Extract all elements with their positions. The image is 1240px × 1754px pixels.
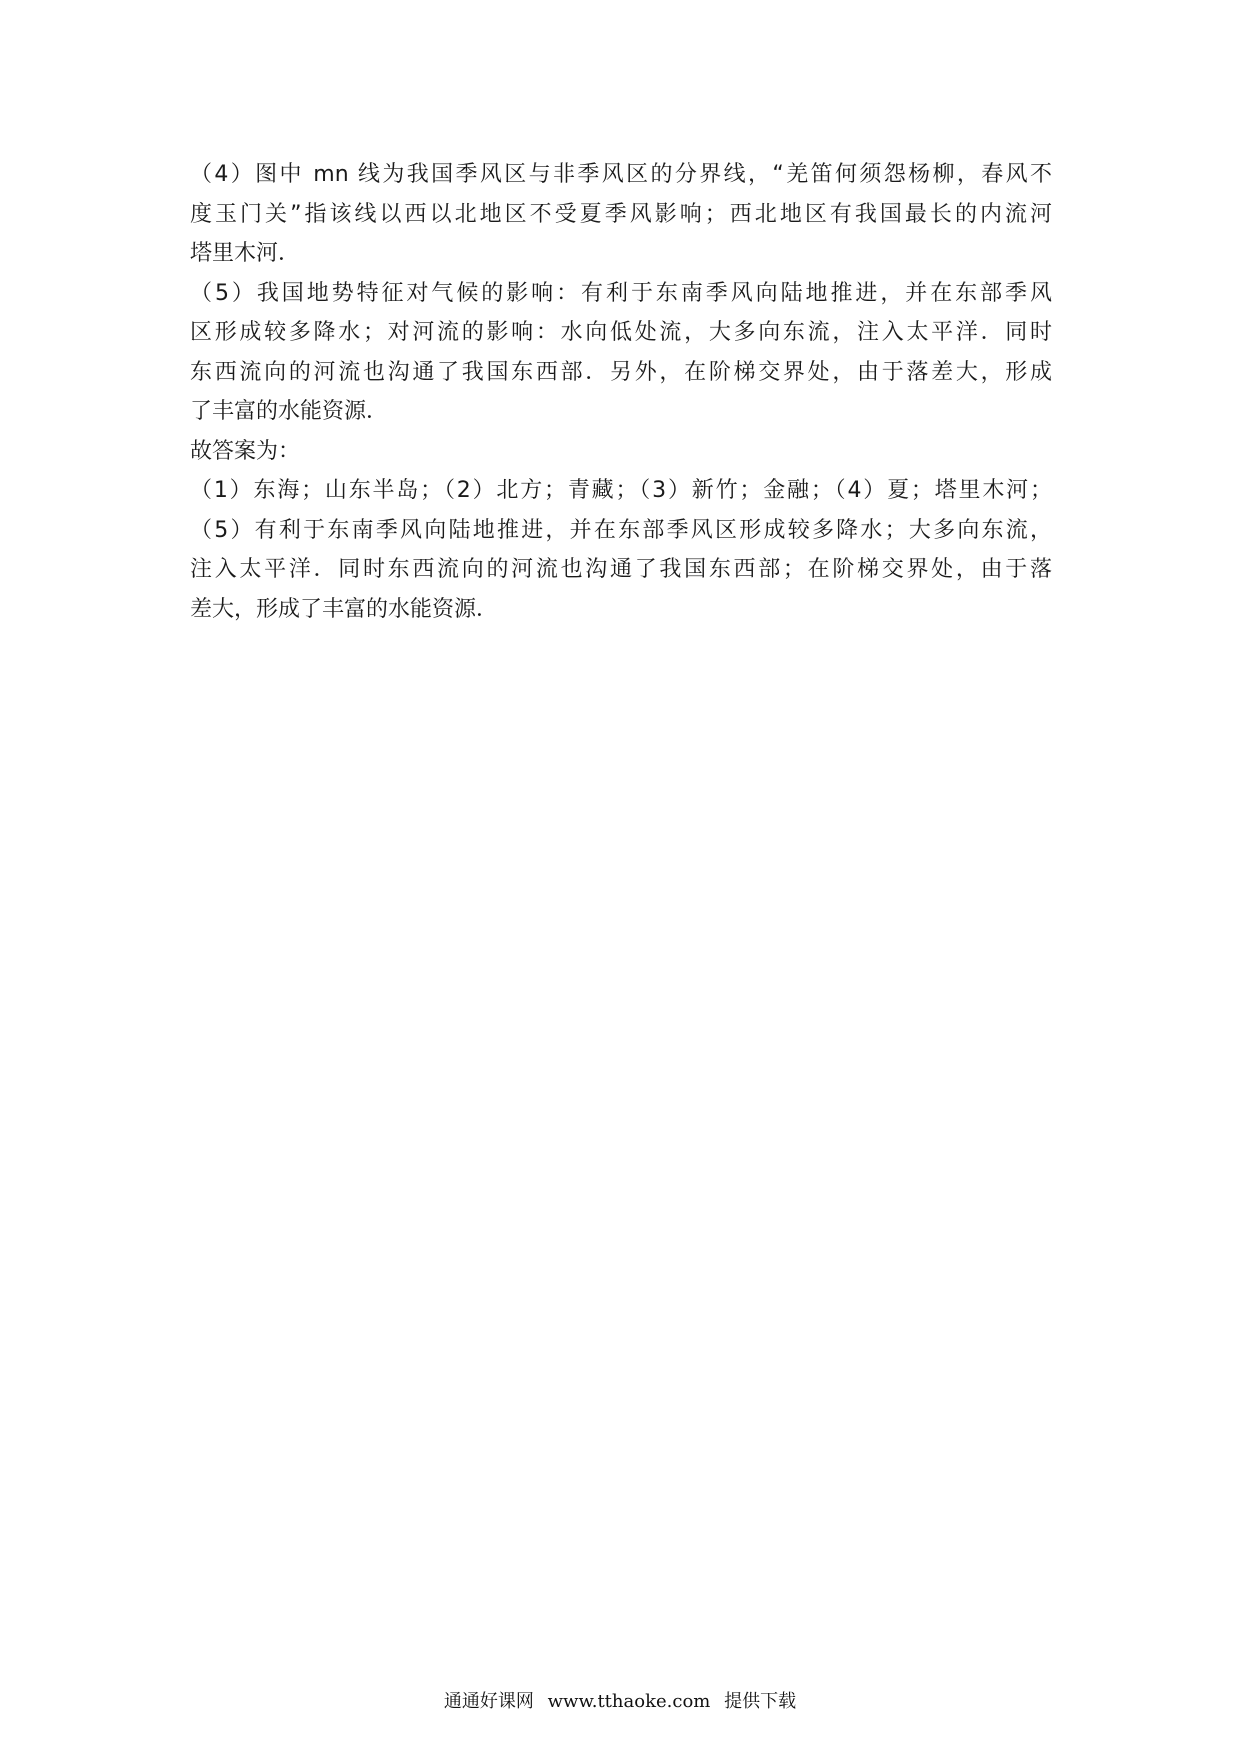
paragraph-answer-4 <box>190 155 1052 274</box>
paragraph-answer-5 <box>190 274 1052 432</box>
text-line: 差大，形成了丰富的水能资源． <box>190 596 499 622</box>
answer-heading <box>190 432 1052 472</box>
footer-url[interactable]: www.tthaoke.com <box>547 1691 711 1712</box>
document-body <box>190 155 1052 629</box>
text-line: （5）有利于东南季风向陆地推进，并在东部季风区形成较多降水；大多向东流， <box>190 517 1052 543</box>
text-line: 度玉门关”指该线以西以北地区不受夏季风影响；西北地区有我国最长的内流河 <box>190 201 1052 227</box>
footer-site-name: 通通好课网 <box>443 1691 534 1712</box>
text-line: 故答案为： <box>190 438 301 464</box>
text-line: 注入太平洋．同时东西流向的河流也沟通了我国东西部；在阶梯交界处，由于落 <box>190 557 1052 582</box>
footer-action: 提供下载 <box>724 1691 797 1712</box>
text-line: （4）图中 mn 线为我国季风区与非季风区的分界线，“羌笛何须怨杨柳，春风不 <box>190 162 1052 187</box>
text-line: 东西流向的河流也沟通了我国东西部．另外，在阶梯交界处，由于落差大，形成 <box>190 359 1052 385</box>
text-line: 塔里木河． <box>190 241 301 266</box>
text-line: （1）东海；山东半岛；（2）北方；青藏；（3）新竹；金融；（4）夏；塔里木河； <box>190 478 1052 503</box>
text-line: 区形成较多降水；对河流的影响：水向低处流，大多向东流，注入太平洋．同时 <box>190 320 1052 345</box>
text-line: 了丰富的水能资源． <box>190 399 389 424</box>
text-line: （5）我国地势特征对气候的影响：有利于东南季风向陆地推进，并在东部季风 <box>190 280 1052 306</box>
page-footer <box>0 1690 1240 1714</box>
answer-summary <box>190 471 1052 629</box>
